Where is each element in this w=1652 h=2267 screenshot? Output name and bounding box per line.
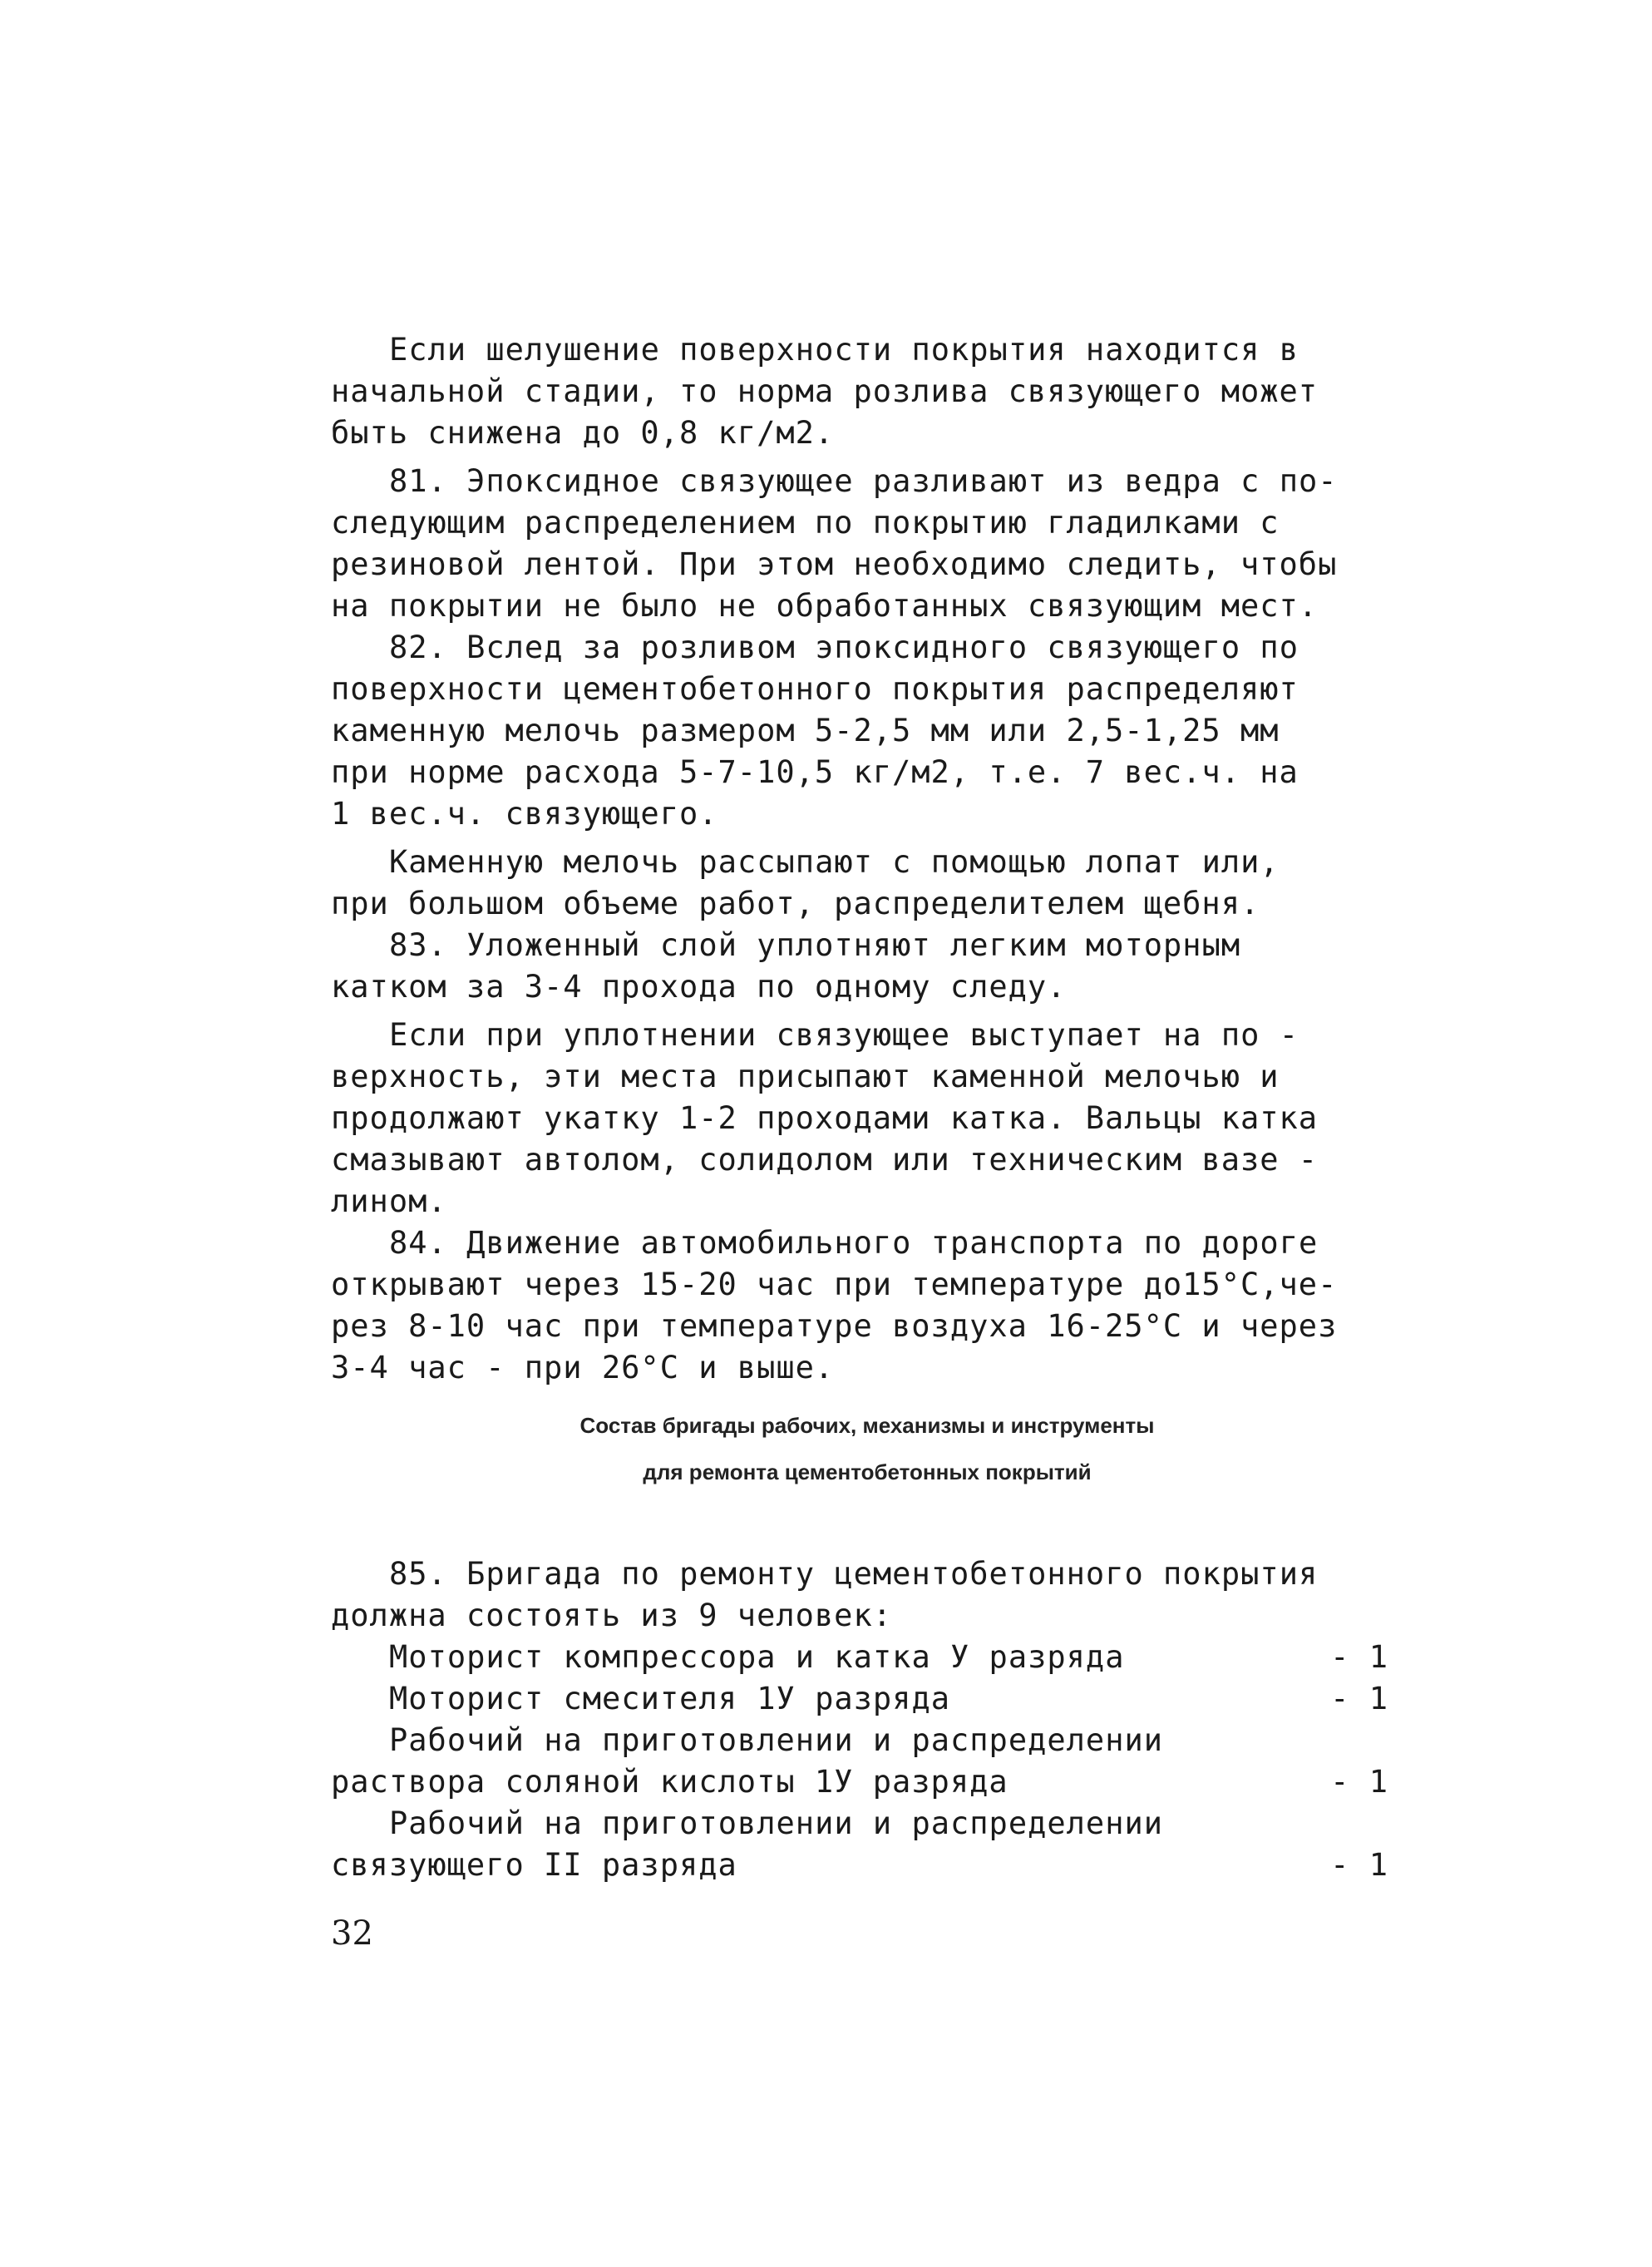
brigade-item-role: связующего II разряда xyxy=(331,1847,737,1883)
paragraph-81 xyxy=(331,461,1403,627)
body-text xyxy=(331,329,1403,1389)
text-line: резиновой лентой. При этом необходимо следить, чтобы xyxy=(331,546,1338,582)
heading-line-2: для ремонта цементобетонных покрытий xyxy=(643,1459,1092,1484)
brigade-item-line xyxy=(331,1803,1403,1845)
text-line: 81. Эпоксидное связующее разливают из ведра с по- xyxy=(389,463,1338,499)
text-line: 1 вес.ч. связующего. xyxy=(331,796,718,832)
brigade-section xyxy=(331,1553,1403,1886)
text-line: начальной стадии, то норма розлива связующего может xyxy=(331,373,1319,409)
text-line: поверхности цементобетонного покрытия распределяют xyxy=(331,671,1299,707)
brigade-item xyxy=(331,1761,1403,1803)
text-line: продолжают укатку 1-2 проходами катка. Вальцы катка xyxy=(331,1100,1319,1136)
brigade-item-role: Моторист компрессора и катка У разряда xyxy=(389,1639,1125,1675)
text-line: смазывают автолом, солидолом или техническим вазе - xyxy=(331,1142,1319,1178)
brigade-item-role: Моторист смесителя 1У разряда xyxy=(389,1681,951,1716)
paragraph-kamennaya-melochi xyxy=(331,842,1403,925)
brigade-item-line xyxy=(331,1720,1403,1761)
brigade-item-role: раствора соляной кислоты 1У разряда xyxy=(331,1764,1008,1800)
brigade-intro-line: 85. Бригада по ремонту цементобетонного покрытия xyxy=(389,1556,1319,1592)
text-line: 3-4 час - при 26°С и выше. xyxy=(331,1350,835,1385)
text-line: лином. xyxy=(331,1183,447,1219)
text-line: каменную мелочь размером 5-2,5 мм или 2,5-1,25 мм xyxy=(331,713,1280,748)
paragraph-83 xyxy=(331,925,1403,1008)
text-line: 84. Движение автомобильного транспорта по дороге xyxy=(389,1225,1319,1261)
text-line: Если шелушение поверхности покрытия находится в xyxy=(389,332,1299,368)
text-line: следующим распределением по покрытию гладилками с xyxy=(331,505,1280,541)
paragraph-shelushenie xyxy=(331,329,1403,454)
text-line: на покрытии не было не обработанных связующим мест. xyxy=(331,588,1319,624)
text-line: катком за 3-4 прохода по одному следу. xyxy=(331,969,1067,1005)
text-line: быть снижена до 0,8 кг/м2. xyxy=(331,415,835,451)
paragraph-84 xyxy=(331,1222,1403,1389)
text-line: 82. Вслед за розливом эпоксидного связующего по xyxy=(389,630,1299,665)
text-line: верхность, эти места присыпают каменной мелочью и xyxy=(331,1059,1280,1094)
text-line: рез 8-10 час при температуре воздуха 16-25°С и через xyxy=(331,1308,1338,1344)
text-line: при норме расхода 5-7-10,5 кг/м2, т.е. 7 вес.ч. на xyxy=(331,754,1299,790)
brigade-item-qty: - 1 xyxy=(1330,1639,1388,1675)
text-line: открывают через 15-20 час при температуре до15°С,че- xyxy=(331,1267,1338,1302)
brigade-item-role: Рабочий на приготовлении и распределении xyxy=(389,1805,1164,1841)
section-heading xyxy=(331,1402,1403,1495)
paragraph-82 xyxy=(331,627,1403,835)
brigade-item xyxy=(331,1637,1403,1678)
brigade-item-qty: - 1 xyxy=(1330,1847,1388,1883)
page-number: 32 xyxy=(331,1914,373,1953)
brigade-item-qty: - 1 xyxy=(1330,1681,1388,1716)
text-line: Если при уплотнении связующее выступает на по - xyxy=(389,1017,1299,1053)
brigade-item-role: Рабочий на приготовлении и распределении xyxy=(389,1722,1164,1758)
brigade-item xyxy=(331,1678,1403,1720)
brigade-item xyxy=(331,1845,1403,1886)
paragraph-uplotnenie xyxy=(331,1015,1403,1222)
text-line: при большом объеме работ, распределителем щебня. xyxy=(331,886,1260,921)
brigade-intro-line: должна состоять из 9 человек: xyxy=(331,1598,893,1633)
heading-line-1: Состав бригады рабочих, механизмы и инструменты xyxy=(579,1413,1155,1438)
text-line: Каменную мелочь рассыпают с помощью лопат или, xyxy=(389,844,1280,880)
brigade-item-qty: - 1 xyxy=(1330,1764,1388,1800)
text-line: 83. Уложенный слой уплотняют легким моторным xyxy=(389,927,1241,963)
